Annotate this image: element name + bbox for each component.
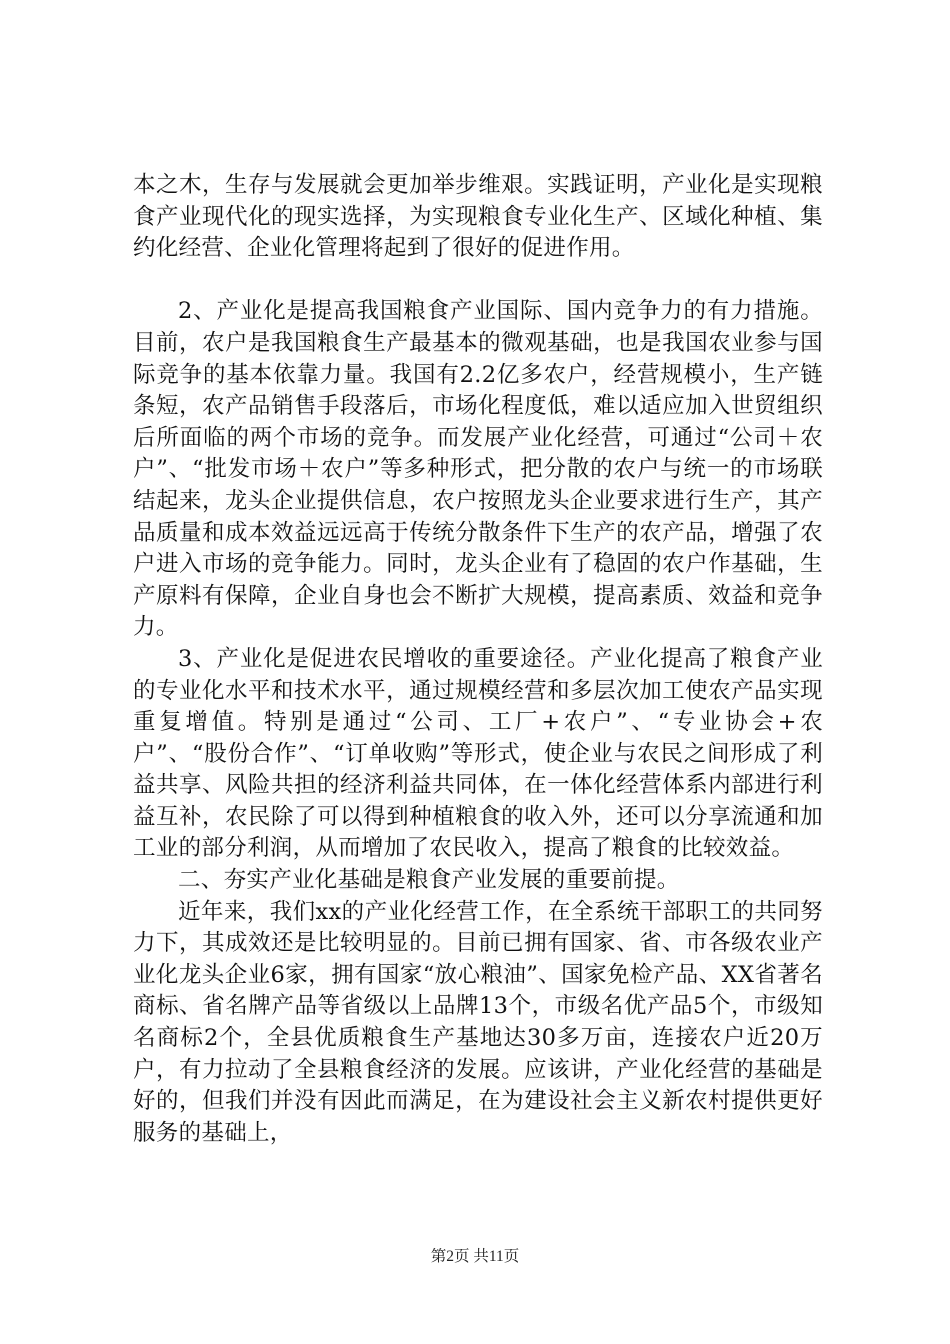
paragraph-item-3: 3、产业化是促进农民增收的重要途径。产业化提高了粮食产业的专业化水平和技术水平，通过规模经营和多层次加工使农产品实现重复增值。特别是通过“公司、工厂+农户”、“专业协会+农户”、“股份合作”、“订单收购”等形式，使企业与农民之间形成了利益共享、风险共担的经济利益共同体，在一体化经营体系内部进行利益互补，农民除了可以得到种植粮食的收入外，还可以分享流通和加工业的部分利润，从而增加了农民收入，提高了粮食的比较效益。: [133, 645, 823, 862]
page-total: 共11页: [473, 1248, 520, 1265]
page-number: 第2页: [430, 1248, 470, 1265]
paragraph-gap: [133, 265, 823, 297]
section-heading: 二、夯实产业化基础是粮食产业发展的重要前提。: [178, 867, 680, 894]
paragraph-continuation: 本之木，生存与发展就会更加举步维艰。实践证明，产业化是实现粮食产业现代化的现实选择，为实现粮食专业化生产、区域化种植、集约化经营、企业化管理将起到了很好的促进作用。: [133, 172, 823, 262]
paragraph-achievements: 近年来，我们xx的产业化经营工作，在全系统干部职工的共同努力下，其成效还是比较明显的。目前已拥有国家、省、市各级农业产业化龙头企业6家，拥有国家“放心粮油”、国家免检产品、XX省著名商标、省名牌产品等省级以上品牌13个，市级名优产品5个，市级知名商标2个，全县优质粮食生产基地达30多万亩，连接农户近20万户，有力拉动了全县粮食经济的发展。应该讲，产业化经营的基础是好的，但我们并没有因此而满足，在为建设社会主义新农村提供更好服务的基础上，: [133, 898, 823, 1146]
page-footer: [0, 1244, 950, 1266]
document-body: [133, 170, 823, 1149]
paragraph-item-2: 2、产业化是提高我国粮食产业国际、国内竞争力的有力措施。目前，农户是我国粮食生产最基本的微观基础，也是我国农业参与国际竞争的基本依靠力量。我国有2.2亿多农户，经营规模小，生产链条短，农产品销售手段落后，市场化程度低，难以适应加入世贸组织后所面临的两个市场的竞争。而发展产业化经营，可通过“公司＋农户”、“批发市场＋农户”等多种形式，把分散的农户与统一的市场联结起来，龙头企业提供信息，农户按照龙头企业要求进行生产，其产品质量和成本效益远远高于传统分散条件下生产的农产品，增强了农户进入市场的竞争能力。同时，龙头企业有了稳固的农户作基础，生产原料有保障，企业自身也会不断扩大规模，提高素质、效益和竞争力。: [133, 298, 823, 641]
